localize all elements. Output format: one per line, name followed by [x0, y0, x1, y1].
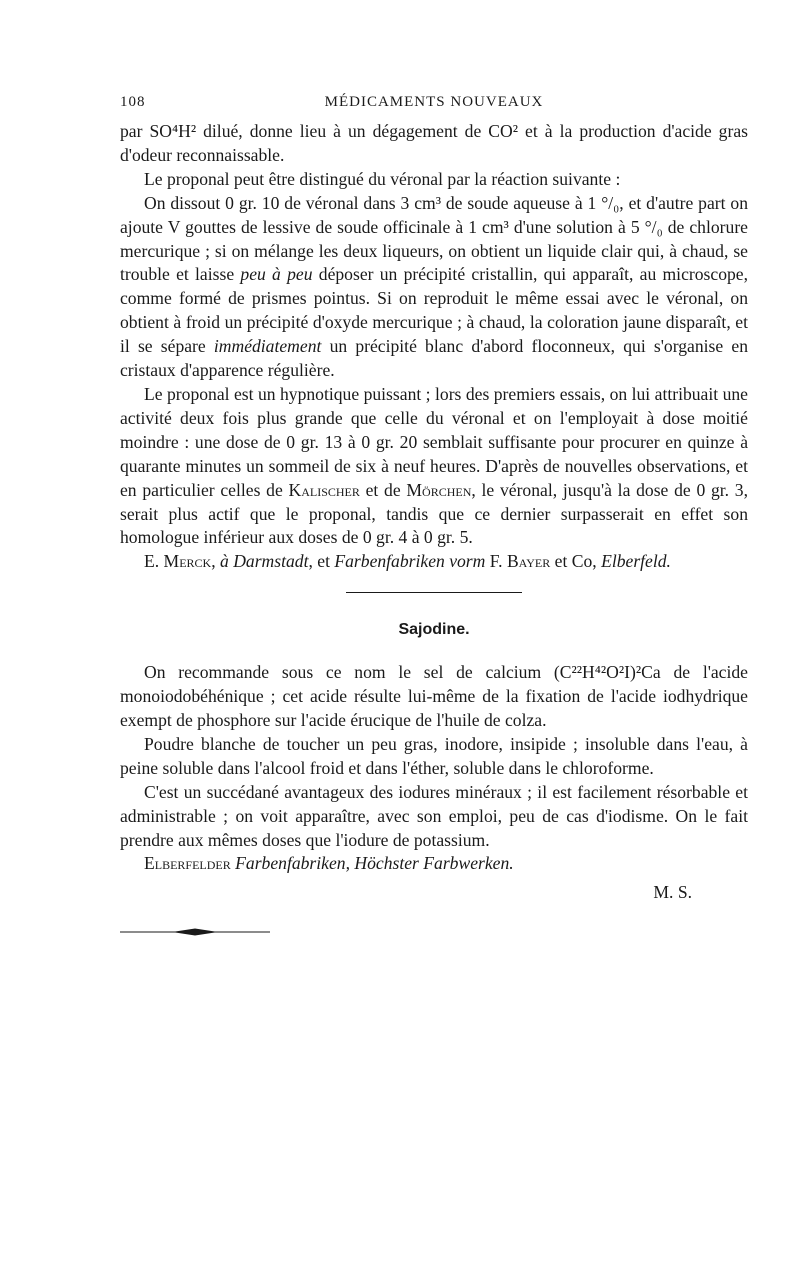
author-name: Kalischer: [288, 479, 360, 500]
text-run: Le proponal est un hypnotique puissant ; lors des premiers essais, on lui attribuait une activité deux fois plus grande que celle du véronal et on l'employait à dose moitié moindre : une dose de 0 gr. 13 à 0 gr. 20 semblait suffisante pour procurer en quinze à quarante minutes un sommeil de six à neuf heures. D'après de nouvelles observations, et en particulier celles de: [120, 383, 748, 500]
emphasis: Farbenfabriken, Höchster Farbwerken.: [235, 853, 514, 874]
page: [120, 94, 748, 943]
page-header: [120, 94, 748, 120]
section-divider: [346, 592, 522, 593]
text-run: , et: [308, 551, 335, 572]
emphasis: immédiatement: [213, 336, 322, 357]
text-run: ,: [211, 551, 220, 572]
text-run: E.: [144, 551, 164, 572]
emphasis: à Darmstadt: [220, 551, 309, 572]
source-line: [120, 550, 748, 574]
paragraph: [120, 383, 748, 550]
manufacturer-name: Merck: [163, 551, 212, 572]
paragraph: [120, 192, 748, 383]
running-title: MÉDICAMENTS NOUVEAUX: [324, 94, 544, 110]
text-run: un précipité blanc d'abord floconneux, qui s'organise en cristaux d'apparence régulière.: [120, 336, 748, 381]
paragraph: Poudre blanche de toucher un peu gras, inodore, insipide ; insoluble dans l'eau, à peine soluble dans l'alcool froid et dans l'éther, soluble dans le chloroforme.: [120, 733, 748, 778]
text-run: déposer un précipité cristallin, qui apparaît, au microscope, comme formé de prismes pointus. Si on reproduit le même essai avec le véronal, on obtient à froid un précipité d'oxyde mercurique ; à chaud, la coloration jaune disparaît, et il se sépare: [120, 264, 748, 357]
source-line: [120, 852, 748, 876]
paragraph: C'est un succédané avantageux des iodures minéraux ; il est facilement résorbable et administrable ; on voit apparaître, avec son emploi, peu de cas d'iodisme. On le fait prendre aux mêmes doses que l'iodure de potassium.: [120, 781, 748, 850]
end-ornament-icon: [120, 926, 270, 938]
emphasis: peu à peu: [240, 264, 313, 285]
section-title: Sajodine.: [398, 621, 470, 639]
manufacturer-name: Bayer: [506, 551, 551, 572]
text-run: On dissout 0 gr. 10 de véronal dans 3 cm³ de soude aqueuse à 1 °/₀, et d'autre part on ajoute V gouttes de lessive de soude officinale à 1 cm³ d'une solution à 5 °/₀ de chlorure mercurique ; si on mélange les deux liqueurs, on obtient un liquide clair qui, à chaud, se trouble et laisse: [120, 192, 748, 285]
text-run: et de: [359, 479, 407, 500]
emphasis: Elberfeld.: [601, 551, 671, 572]
author-signature: M. S.: [653, 882, 692, 903]
paragraph: On recommande sous ce nom le sel de calcium (C²²H⁴²O²I)²Ca de l'acide monoiodobéhénique ; cet acide résulte lui-même de la fixation de l'acide iodhydrique exempt de phosphore sur l'acide érucique de l'huile de colza.: [120, 662, 748, 731]
emphasis: Farbenfabriken vorm: [334, 551, 486, 572]
text-run: et Co,: [550, 551, 602, 572]
manufacturer-name: Elberfelder: [144, 853, 231, 874]
page-number: 108: [120, 94, 146, 110]
author-name: Mörchen: [406, 479, 472, 500]
paragraph: par SO⁴H² dilué, donne lieu à un dégagement de CO² et à la production d'acide gras d'odeur reconnaissable.: [120, 121, 748, 165]
paragraph: Le proponal peut être distingué du véronal par la réaction suivante :: [144, 168, 621, 189]
text-run: , le véronal, jusqu'à la dose de 0 gr. 3, serait plus actif que le proponal, tandis que ce dernier surpasserait en effet son homologue inférieur aux doses de 0 gr. 4 à 0 gr. 5.: [120, 479, 748, 548]
text-run: F.: [485, 551, 507, 572]
